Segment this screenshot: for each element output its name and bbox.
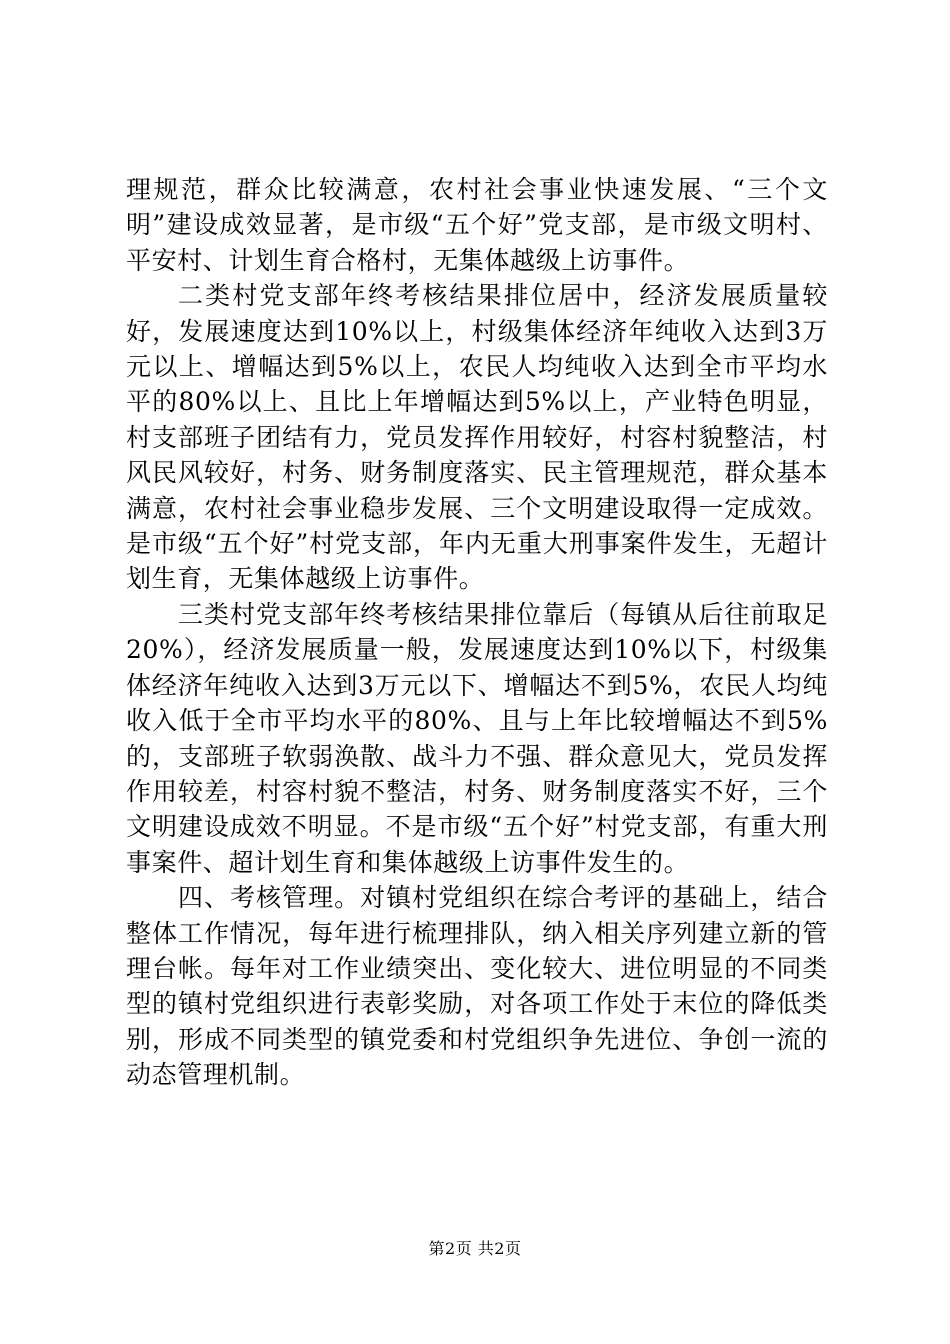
paragraph-continuation: 理规范，群众比较满意，农村社会事业快速发展、“三个文明”建设成效显著，是市级“五个好”党支部，是市级文明村、平安村、计划生育合格村，无集体越级上访事件。 xyxy=(126,175,828,275)
paragraph-assessment-management: 四、考核管理。对镇村党组织在综合考评的基础上，结合整体工作情况，每年进行梳理排队，纳入相关序列建立新的管理台帐。每年对工作业绩突出、变化较大、进位明显的不同类型的镇村党组织进行表彰奖励，对各项工作处于末位的降低类别，形成不同类型的镇党委和村党组织争先进位、争创一流的动态管理机制。 xyxy=(126,883,828,1090)
document-body xyxy=(126,172,828,1093)
paragraph-class-three-villages: 三类村党支部年终考核结果排位靠后（每镇从后往前取足20%），经济发展质量一般，发展速度达到10%以下，村级集体经济年纯收入达到3万元以下、增幅达不到5%，农民人均纯收入低于全市平均水平的80%、且与上年比较增幅达不到5%的，支部班子软弱涣散、战斗力不强、群众意见大，党员发挥作用较差，村容村貌不整洁，村务、财务制度落实不好，三个文明建设成效不明显。不是市级“五个好”村党支部，有重大刑事案件、超计划生育和集体越级上访事件发生的。 xyxy=(126,599,828,877)
page-number-footer: 第2页 共2页 xyxy=(428,1239,522,1258)
paragraph-class-two-villages: 二类村党支部年终考核结果排位居中，经济发展质量较好，发展速度达到10%以上，村级集体经济年纯收入达到3万元以上、增幅达到5%以上，农民人均纯收入达到全市平均水平的80%以上、且比上年增幅达到5%以上，产业特色明显，村支部班子团结有力，党员发挥作用较好，村容村貌整洁，村风民风较好，村务、财务制度落实、民主管理规范，群众基本满意，农村社会事业稳步发展、三个文明建设取得一定成效。是市级“五个好”村党支部，年内无重大刑事案件发生，无超计划生育，无集体越级上访事件。 xyxy=(126,281,828,594)
